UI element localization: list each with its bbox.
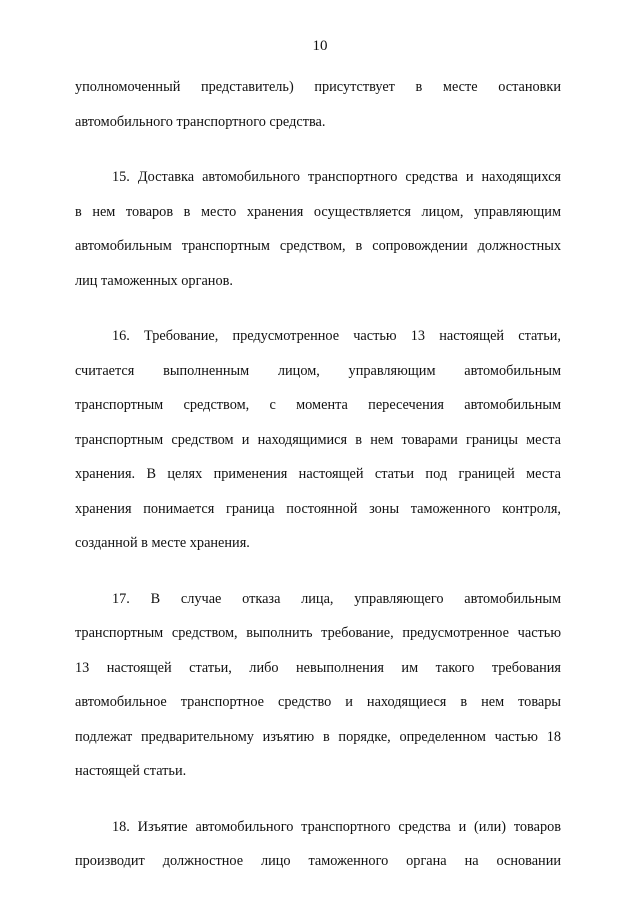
text-line: автомобильным транспортным средством, в сопровождении должностных [75, 238, 561, 254]
paragraph-16 [75, 319, 561, 561]
paragraph-18 [75, 810, 561, 879]
text-line: считается выполненным лицом, управляющим автомобильным [75, 362, 561, 379]
text-line: лиц таможенных органов. [75, 272, 233, 289]
text-line: автомобильное транспортное средство и находящиеся в нем товары [75, 694, 561, 710]
text-line: в нем товаров в место хранения осуществляется лицом, управляющим [75, 203, 561, 220]
text-line: настоящей статьи. [75, 763, 187, 779]
text-line: 17. В случае отказа лица, управляющего автомобильным [112, 590, 561, 607]
text-line: 13 настоящей статьи, либо невыполнения им такого требования [75, 659, 561, 676]
paragraph-17 [75, 582, 561, 789]
text-line: хранения понимается граница постоянной зоны таможенного контроля, [75, 500, 561, 517]
page-number: 10 [312, 38, 328, 54]
text-line: транспортным средством, выполнить требование, предусмотренное частью [75, 625, 561, 641]
text-line: уполномоченный представитель) присутствует в месте остановки [75, 79, 561, 95]
text-line: транспортным средством, с момента пересечения автомобильным [75, 397, 561, 413]
text-line: производит должностное лицо таможенного органа на основании [75, 853, 561, 869]
text-line: автомобильного транспортного средства. [75, 113, 326, 130]
text-line: подлежат предварительному изъятию в порядке, определенном частью 18 [75, 728, 561, 745]
text-line: 15. Доставка автомобильного транспортного средства и находящихся [112, 169, 561, 185]
text-line: хранения. В целях применения настоящей статьи под границей места [75, 466, 561, 482]
paragraph-continuation [75, 70, 561, 139]
text-line: 16. Требование, предусмотренное частью 13 настоящей статьи, [112, 328, 561, 344]
paragraph-15 [75, 160, 561, 298]
text-line: созданной в месте хранения. [75, 535, 250, 551]
document-body [75, 70, 561, 900]
text-line: 18. Изъятие автомобильного транспортного средства и (или) товаров [112, 818, 561, 835]
text-line: транспортным средством и находящимися в нем товарами границы места [75, 431, 561, 448]
